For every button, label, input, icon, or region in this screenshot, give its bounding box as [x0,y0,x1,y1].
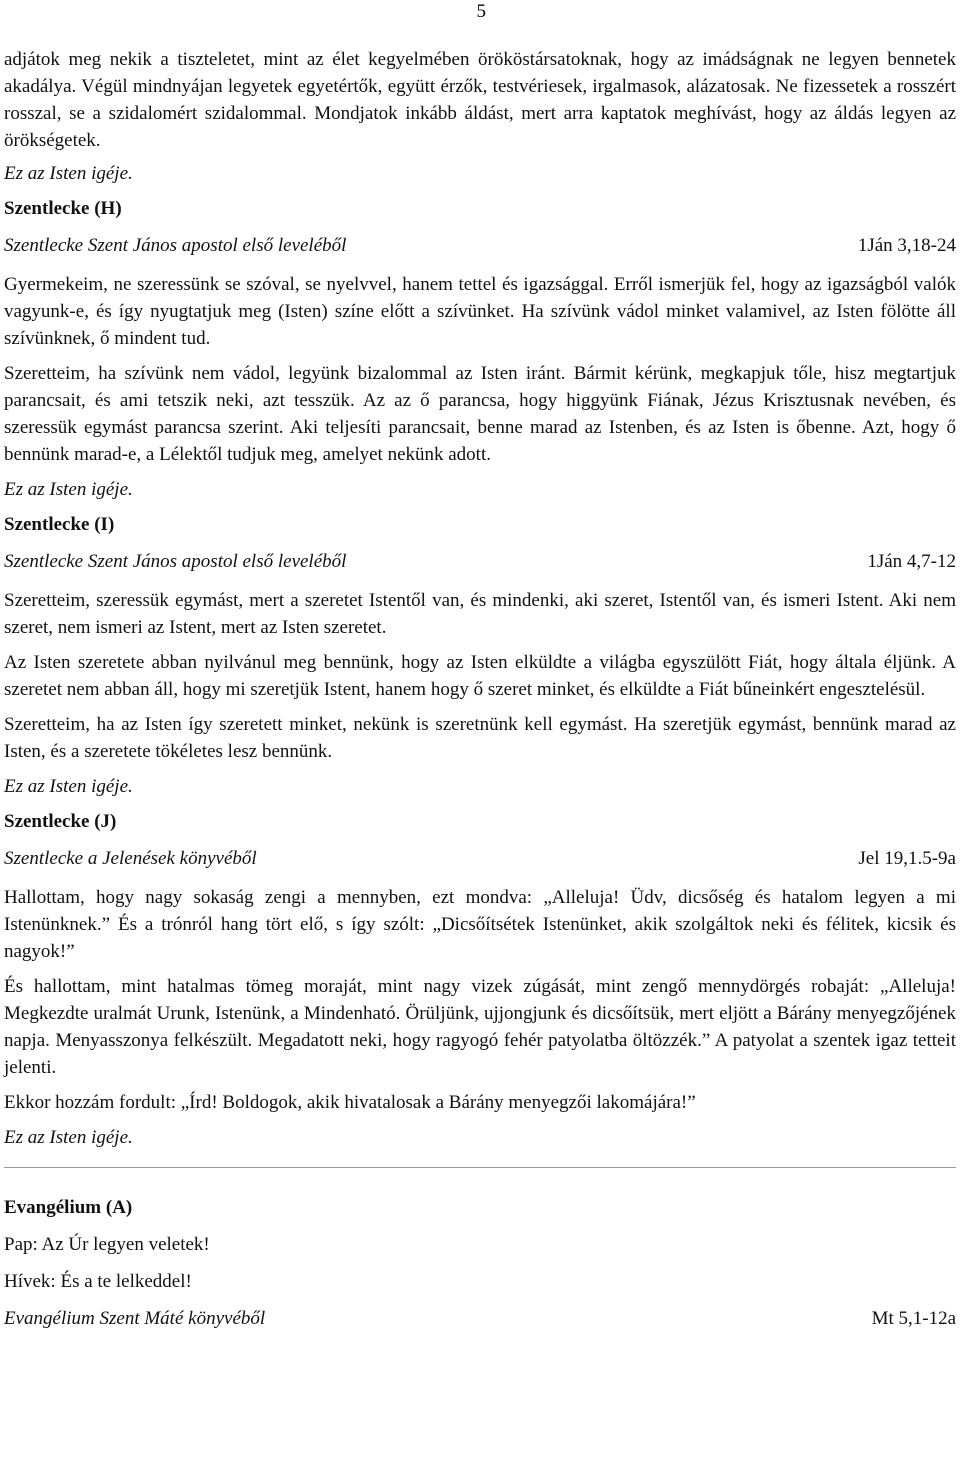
section-i-source: Szentlecke Szent János apostol első leveléből [4,551,347,572]
gospel-reference [4,1305,956,1332]
section-j-source: Szentlecke a Jelenések könyvéből [4,848,257,869]
section-h-reference [4,232,956,259]
document-page [4,0,956,1332]
section-j-citation: Jel 19,1.5-9a [858,848,956,869]
section-j-paragraph-2: És hallottam, mint hatalmas tömeg moraját, mint nagy vizek zúgását, mint zengő mennydörgés robaját: „Alleluja! Megkezdte uralmát Urunk, Istenünk, a Mindenható. Örüljünk, ujjongjunk és dicsőítsük, mert eljött a Bárány menyegzőjének napja. Menyasszonya felkészült. Megadatott neki, hogy ragyogó fehér patyolatba öltözzék.” A patyolat a szentek igaz tetteit jelenti. [4,976,956,1078]
section-h-paragraph-2: Szeretteim, ha szívünk nem vádol, legyünk bizalommal az Isten iránt. Bármit kérünk, megkapjuk tőle, hisz megtartjuk parancsait, és ami tetszik neki, azt tesszük. Az az ő parancsa, hogy higgyünk Fiának, Jézus Krisztusnak nevében, és szeressük egymást parancsa szerint. Aki teljesíti parancsait, benne marad az Istenben, és az Isten is őbenne. Azt, hogy ő bennünk marad-e, a Lélektől tudjuk meg, amelyet nekünk adott. [4,363,956,465]
section-h-heading: Szentlecke (H) [4,198,122,219]
section-i-paragraph-3: Szeretteim, ha az Isten így szeretett minket, nekünk is szeretnünk kell egymást. Ha szeretjük egymást, bennünk marad az Isten, és a szeretete tökéletes lesz bennünk. [4,714,956,762]
section-i-citation: 1Ján 4,7-12 [867,551,956,572]
closing-formula: Ez az Isten igéje. [4,163,133,184]
section-j-heading: Szentlecke (J) [4,811,117,832]
gospel-priest-line: Pap: Az Úr legyen veletek! [4,1234,210,1255]
section-j-paragraph-3: Ekkor hozzám fordult: „Írd! Boldogok, akik hivatalosak a Bárány menyegzői lakomájára!” [4,1092,696,1113]
section-j-closing: Ez az Isten igéje. [4,1127,133,1148]
section-i-reference [4,548,956,575]
gospel-people-line: Hívek: És a te lelkeddel! [4,1271,192,1292]
section-i-paragraph-2: Az Isten szeretete abban nyilvánul meg bennünk, hogy az Isten elküldte a világba egyszülött Fiát, hogy általa éljünk. A szeretet nem abban áll, hogy mi szeretjük Istent, hanem hogy ő szeret minket, és elküldte a Fiát bűneinkért engesztelésül. [4,652,956,700]
section-h-closing: Ez az Isten igéje. [4,479,133,500]
section-h-citation: 1Ján 3,18-24 [857,235,956,256]
section-j-reference [4,845,956,872]
gospel-heading: Evangélium (A) [4,1197,133,1218]
intro-paragraph: adjátok meg nekik a tiszteletet, mint az élet kegyelmében örököstársatoknak, hogy az imádságnak ne legyen bennetek akadálya. Végül mindnyájan legyetek egyetértők, együtt érzők, testvériesek, irgalmasok, alázatosak. Ne fizessetek a rosszért rosszal, se a szidalomért szidalommal. Mondjatok inkább áldást, mert arra kaptatok meghívást, hogy az áldás legyen az örökségetek. [4,49,956,151]
section-i-closing: Ez az Isten igéje. [4,776,133,797]
section-divider [4,1167,956,1168]
section-h-paragraph-1: Gyermekeim, ne szeressünk se szóval, se nyelvvel, hanem tettel és igazsággal. Erről ismerjük fel, hogy az igazságból valók vagyunk-e, és így nyugtatjuk meg (Isten) színe előtt a szívünket. Ha szívünk vádol minket valamivel, az Isten fölötte áll szívünknek, ő mindent tud. [4,274,956,349]
section-i-heading: Szentlecke (I) [4,514,115,535]
page-number: 5 [476,1,486,22]
section-j-paragraph-1: Hallottam, hogy nagy sokaság zengi a mennyben, ezt mondva: „Alleluja! Üdv, dicsőség és hatalom legyen a mi Istenünknek.” És a trónról hang tört elő, s így szólt: „Dicsőítsétek Istenünket, akik szolgáltok neki és félitek, kicsik és nagyok!” [4,887,956,962]
gospel-citation: Mt 5,1-12a [871,1308,956,1329]
section-i-paragraph-1: Szeretteim, szeressük egymást, mert a szeretet Istentől van, és mindenki, aki szeret, Istentől van, és ismeri Istent. Aki nem szeret, nem ismeri az Istent, mert az Isten szeretet. [4,590,956,638]
section-h-source: Szentlecke Szent János apostol első leveléből [4,235,347,256]
gospel-source: Evangélium Szent Máté könyvéből [4,1308,266,1329]
